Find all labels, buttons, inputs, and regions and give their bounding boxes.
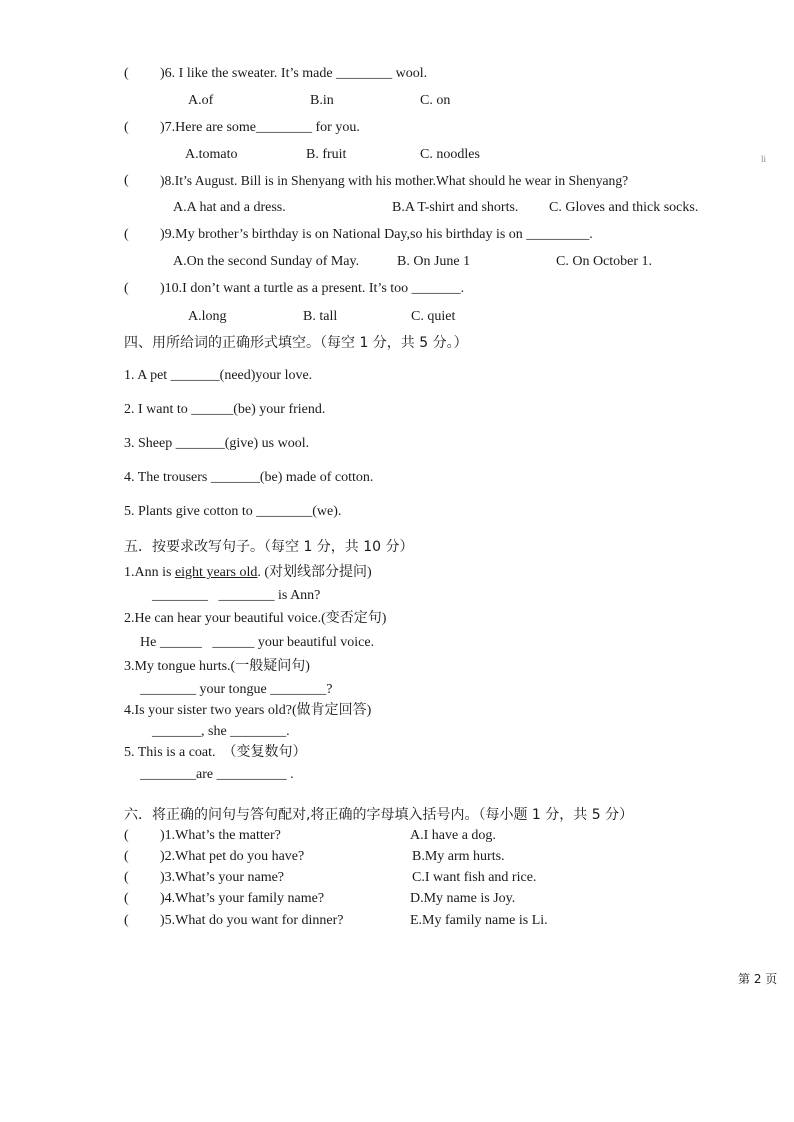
option-c: C. quiet [411, 309, 456, 324]
option-c: C. On October 1. [556, 254, 653, 269]
match-answer: B.My arm hurts. [412, 849, 505, 864]
section-6-heading: 六．将正确的问句与答句配对,将正确的字母填入括号内。（每小题 1 分，共 5 分） [124, 807, 634, 823]
match-question: )1.What’s the matter? [160, 828, 281, 843]
underlined-phrase: eight years old [174, 565, 258, 580]
option-a: A.A hat and a dress. [173, 200, 286, 215]
fill-item-2: 2. I want to ______(be) your friend. [124, 402, 326, 417]
answer-bracket[interactable]: ( [124, 281, 129, 296]
question-text: )8.It’s August. Bill is in Shenyang with his mother.What should he wear in Shenyang? [160, 173, 629, 188]
rewrite-1-answer: ________ ________ is Ann? [152, 588, 321, 603]
match-answer: A.I have a dog. [410, 828, 496, 843]
option-c: C. noodles [420, 147, 480, 162]
answer-bracket[interactable]: ( [124, 891, 129, 906]
question-text: )6. I like the sweater. It’s made ________ wool. [160, 66, 428, 81]
match-question: )4.What’s your family name? [160, 891, 325, 906]
answer-bracket[interactable]: ( [124, 828, 129, 843]
option-a: A.tomato [185, 147, 238, 162]
rewrite-2: 2.He can hear your beautiful voice.(变否定句) [124, 611, 387, 626]
rewrite-2-answer: He ______ ______ your beautiful voice. [140, 635, 375, 650]
rewrite-1: 1.Ann is eight years old. (对划线部分提问) [124, 565, 372, 580]
rewrite-4: 4.Is your sister two years old?(做肯定回答) [124, 703, 372, 718]
option-b: B.in [310, 93, 334, 108]
rewrite-5-answer: ________are __________ . [140, 767, 294, 782]
option-b: B. tall [303, 309, 338, 324]
option-b: B. On June 1 [397, 254, 471, 269]
fill-item-3: 3. Sheep _______(give) us wool. [124, 436, 310, 451]
section-4-heading: 四、用所给词的正确形式填空。（每空 1 分，共 5 分。） [124, 335, 468, 351]
option-c: C. Gloves and thick socks. [549, 200, 699, 215]
fill-item-5: 5. Plants give cotton to ________(we). [124, 504, 342, 519]
answer-bracket[interactable]: ( [124, 66, 129, 81]
option-c: C. on [420, 93, 451, 108]
option-a: A.of [188, 93, 214, 108]
fill-item-4: 4. The trousers _______(be) made of cotton. [124, 470, 374, 485]
page-number: 第 2 页 [738, 972, 778, 986]
option-b: B.A T-shirt and shorts. [392, 200, 519, 215]
question-text: )9.My brother’s birthday is on National Day,so his birthday is on _________. [160, 227, 593, 242]
option-a: A.long [188, 309, 227, 324]
match-question: )2.What pet do you have? [160, 849, 305, 864]
match-answer: C.I want fish and rice. [412, 870, 537, 885]
rewrite-4-answer: _______, she ________. [152, 724, 290, 739]
answer-bracket[interactable]: ( [124, 120, 129, 135]
question-text: )10.I don’t want a turtle as a present. It’s too _______. [160, 281, 465, 296]
match-question: )3.What’s your name? [160, 870, 285, 885]
rewrite-3-answer: ________ your tongue ________? [140, 682, 333, 697]
match-question: )5.What do you want for dinner? [160, 913, 344, 928]
match-answer: E.My family name is Li. [410, 913, 548, 928]
answer-bracket[interactable]: ( [124, 913, 129, 928]
margin-mark: li [761, 154, 767, 164]
answer-bracket[interactable]: ( [124, 227, 129, 242]
option-b: B. fruit [306, 147, 347, 162]
rewrite-5: 5. This is a coat. （变复数句） [124, 745, 307, 760]
option-a: A.On the second Sunday of May. [173, 254, 360, 269]
section-5-heading: 五．按要求改写句子。（每空 1 分，共 10 分） [124, 539, 414, 555]
answer-bracket[interactable]: ( [124, 849, 129, 864]
rewrite-3: 3.My tongue hurts.(一般疑问句) [124, 659, 310, 674]
match-answer: D.My name is Joy. [410, 891, 516, 906]
fill-item-1: 1. A pet _______(need)your love. [124, 368, 313, 383]
question-text: )7.Here are some________ for you. [160, 120, 360, 135]
answer-bracket[interactable]: ( [124, 173, 129, 188]
answer-bracket[interactable]: ( [124, 870, 129, 885]
